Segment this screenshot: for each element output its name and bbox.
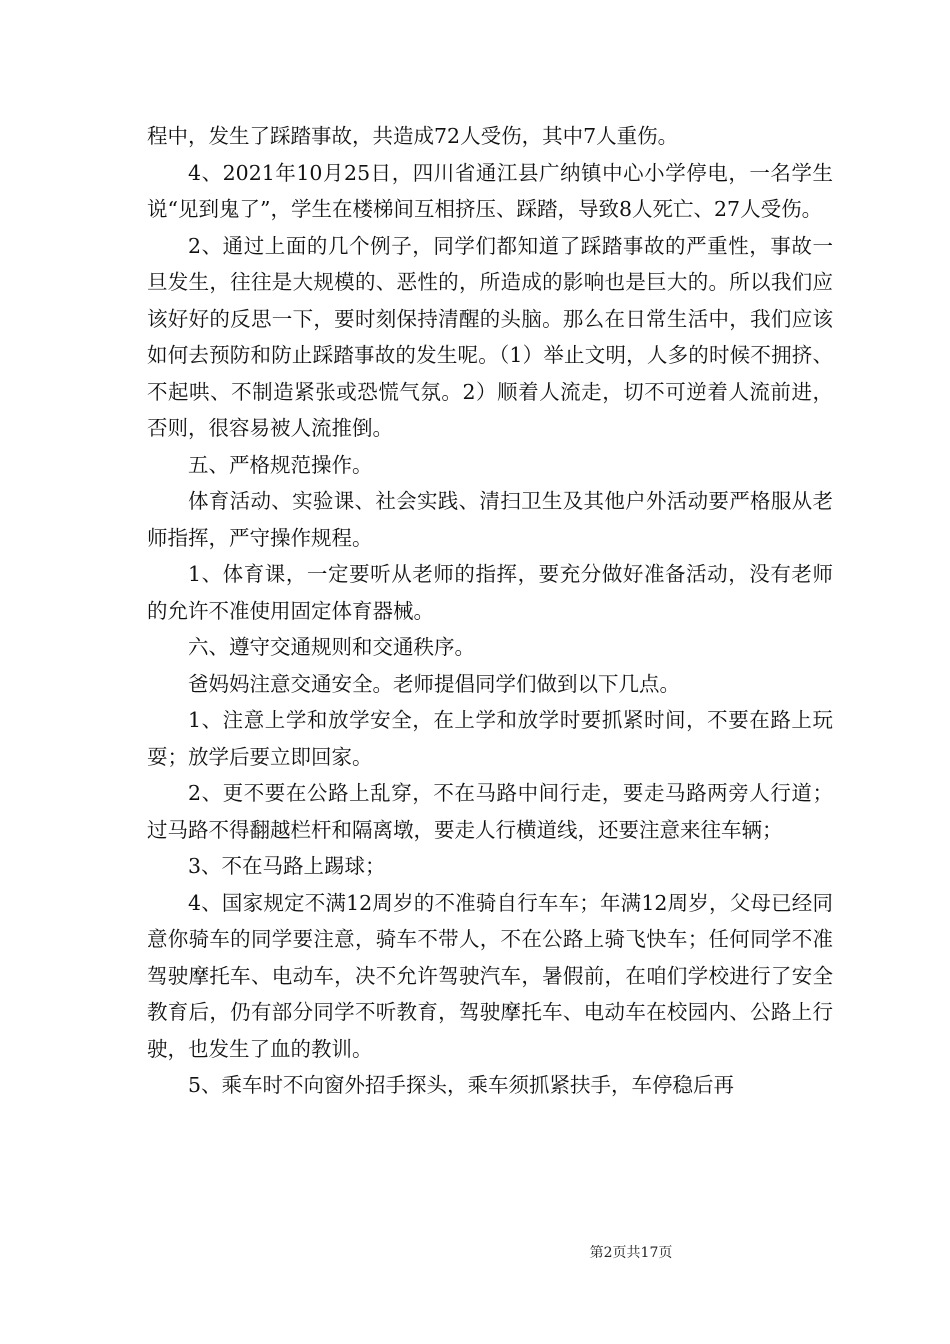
paragraph: 2、通过上面的几个例子，同学们都知道了踩踏事故的严重性，事故一旦发生，往往是大规模的、恶性的，所造成的影响也是巨大的。所以我们应该好好的反思一下，要时刻保持清醒的头脑。那么在日常生活中，我们应该如何去预防和防止踩踏事故的发生呢。（1）举止文明，人多的时候不拥挤、不起哄、不制造紧张或恐慌气氛。2）顺着人流走，切不可逆着人流前进，否则，很容易被人流推倒。 [147, 233, 833, 440]
section-heading: 五、严格规范操作。 [188, 452, 373, 477]
document-body [147, 118, 833, 1104]
paragraph: 3、不在马路上踢球； [188, 854, 386, 878]
page-number-footer: 第2页共17页 [589, 1245, 673, 1261]
paragraph: 2、更不要在公路上乱穿，不在马路中间行走，要走马路两旁人行道；过马路不得翻越栏杆和隔离墩，要走人行横道线，还要注意来往车辆； [147, 781, 833, 842]
paragraph: 1、注意上学和放学安全，在上学和放学时要抓紧时间，不要在路上玩耍；放学后要立即回家。 [147, 708, 833, 769]
paragraph: 4、2021年10月25日，四川省通江县广纳镇中心小学停电，一名学生说“见到鬼了”，学生在楼梯间互相挤压、踩踏，导致8人死亡、27人受伤。 [147, 160, 833, 221]
paragraph: 4、国家规定不满12周岁的不准骑自行车车；年满12周岁，父母已经同意你骑车的同学要注意，骑车不带人，不在公路上骑飞快车；任何同学不准驾驶摩托车、电动车，决不允许驾驶汽车，暑假前，在咱们学校进行了安全教育后，仍有部分同学不听教育，驾驶摩托车、电动车在校园内、公路上行驶，也发生了血的教训。 [147, 890, 833, 1061]
paragraph: 程中，发生了踩踏事故，共造成72人受伤，其中7人重伤。 [147, 124, 679, 148]
paragraph: 5、乘车时不向窗外招手探头，乘车须抓紧扶手，车停稳后再 [188, 1073, 735, 1097]
paragraph: 1、体育课，一定要听从老师的指挥，要充分做好准备活动，没有老师的允许不准使用固定体育器械。 [147, 562, 833, 623]
section-heading: 六、遵守交通规则和交通秩序。 [188, 635, 475, 659]
paragraph: 体育活动、实验课、社会实践、清扫卫生及其他户外活动要严格服从老师指挥，严守操作规程。 [147, 489, 833, 550]
paragraph: 爸妈妈注意交通安全。老师提倡同学们做到以下几点。 [188, 671, 680, 696]
